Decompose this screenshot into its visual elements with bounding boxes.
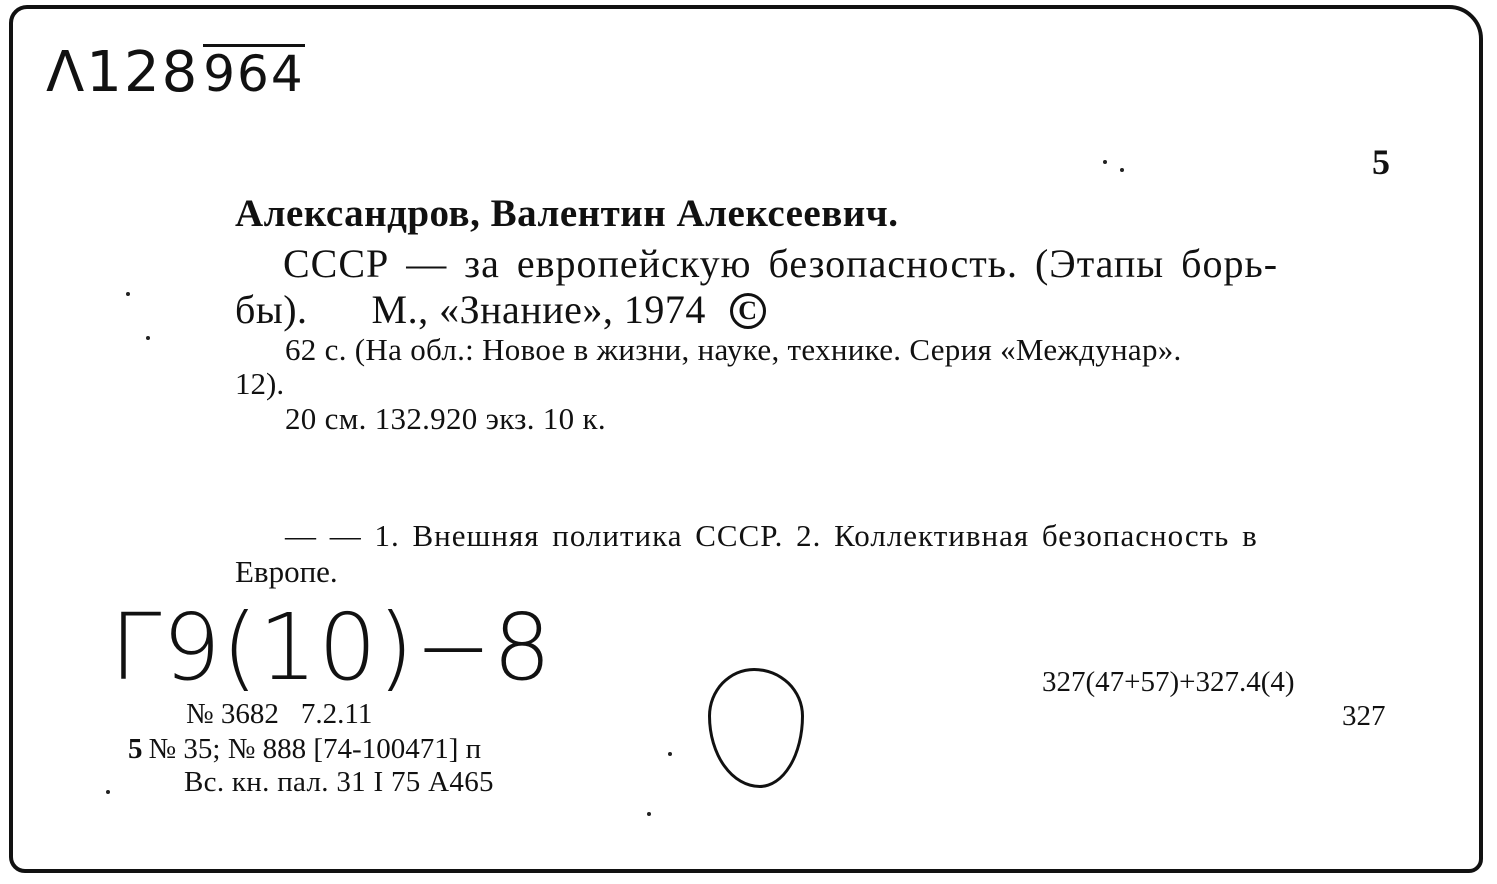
shelf-mark-main: Λ128 xyxy=(46,40,200,105)
file-date: 7.2.11 xyxy=(300,698,373,730)
speck xyxy=(1120,168,1124,172)
title-line-2 xyxy=(235,287,766,332)
title-line-2-text: бы). xyxy=(235,287,308,332)
registration-prefix: 5 xyxy=(128,733,143,765)
shelf-mark xyxy=(46,40,305,105)
card-number: 5 xyxy=(1372,142,1390,182)
physical-description: 20 см. 132.920 экз. 10 к. xyxy=(285,401,606,436)
shelf-mark-suffix: 964 xyxy=(203,45,305,103)
speck xyxy=(647,812,651,816)
bbk-index-line-1: 327(47+57)+327.4(4) xyxy=(1042,666,1295,698)
collation-line-2: 12). xyxy=(235,366,285,401)
author-heading: Александров, Валентин Алексеевич. xyxy=(235,192,899,235)
imprint: М., «Знание», 1974 xyxy=(371,287,706,332)
speck xyxy=(106,790,110,794)
classification-mark: Г9(10)−8 xyxy=(110,594,553,701)
speck xyxy=(126,292,130,296)
speck xyxy=(1103,160,1107,164)
registration-line xyxy=(128,735,481,764)
registration-numbers: № 35; № 888 [74-100471] п xyxy=(148,733,482,765)
title-line-1: СССР — за европейскую безопасность. (Этапы борь- xyxy=(283,241,1279,286)
subjects-line-2: Европе. xyxy=(235,554,338,589)
speck xyxy=(146,336,150,340)
speck xyxy=(668,752,672,756)
file-number-line xyxy=(186,700,372,729)
copyright-icon: C xyxy=(730,293,766,329)
bbk-index-line-2: 327 xyxy=(1342,700,1386,732)
collation-line-1: 62 с. (На обл.: Новое в жизни, науке, технике. Серия «Междунар». xyxy=(285,332,1182,367)
subjects-line-1: — — 1. Внешняя политика СССР. 2. Коллективная безопасность в xyxy=(285,518,1258,553)
book-chamber-line: Вс. кн. пал. 31 I 75 А465 xyxy=(184,766,494,798)
file-number: № 3682 xyxy=(186,698,279,730)
